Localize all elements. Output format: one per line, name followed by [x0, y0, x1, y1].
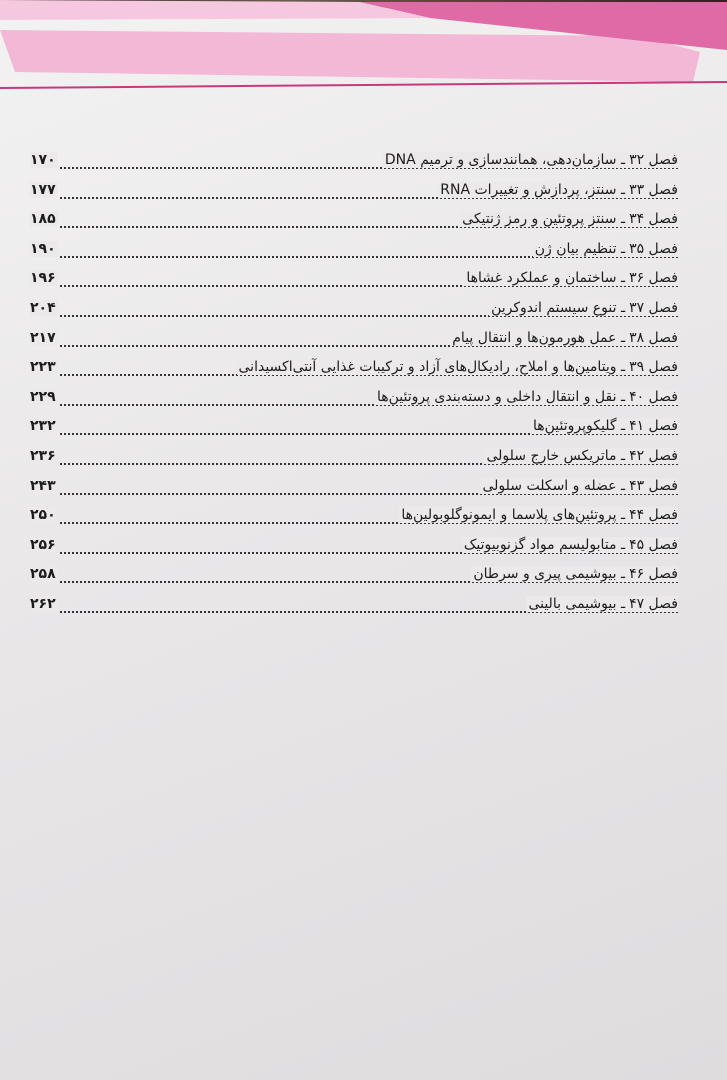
toc-entry-label — [383, 152, 678, 168]
chapter-label: فصل ۳۴ — [629, 211, 678, 228]
toc-entry-text — [489, 300, 678, 316]
toc-entry-label — [489, 300, 678, 316]
toc-entry-label — [480, 478, 678, 494]
toc-entry-text — [383, 152, 678, 168]
chapter-label: فصل ۴۵ — [629, 536, 678, 553]
toc-entry-label — [375, 389, 678, 405]
toc-entry-text — [462, 537, 678, 553]
toc-entry-label — [471, 566, 678, 582]
toc-entry-text — [480, 478, 678, 494]
chapter-title: ـ عضله و اسکلت سلولی — [482, 477, 626, 494]
toc-entry — [30, 387, 678, 417]
toc-entry-text — [531, 418, 678, 434]
toc-entry-text — [438, 182, 678, 198]
banner-light-band — [0, 30, 700, 82]
page-number: ۲۱۷ — [30, 329, 56, 346]
chapter-title: ـ سنتز، پردازش و تغییرات RNA — [440, 181, 626, 198]
toc-entry-label — [462, 537, 678, 553]
page-number: ۲۵۸ — [30, 566, 56, 583]
header-rule — [0, 82, 727, 88]
chapter-label: فصل ۳۸ — [629, 329, 678, 346]
chapter-label: فصل ۴۲ — [629, 447, 678, 464]
chapter-label: فصل ۳۷ — [629, 299, 678, 316]
page-number: ۲۰۴ — [30, 299, 56, 316]
chapter-title: ـ بیوشیمی بالینی — [528, 595, 626, 612]
toc-entry-label — [533, 241, 678, 257]
toc-entry — [30, 298, 678, 328]
chapter-label: فصل ۴۷ — [629, 595, 678, 612]
chapter-label: فصل ۳۳ — [629, 181, 678, 198]
page-number: ۱۷۰ — [30, 152, 56, 168]
toc-entry — [30, 239, 678, 269]
toc-entry-text — [399, 507, 678, 523]
toc-entry-label — [237, 359, 678, 375]
toc-entry — [30, 594, 678, 624]
toc-entry-text — [460, 211, 678, 227]
toc-entry — [30, 180, 678, 210]
toc-entry — [30, 150, 678, 180]
page-number: ۱۸۵ — [30, 211, 56, 228]
page-number: ۱۷۷ — [30, 181, 56, 198]
toc-entry-text — [471, 566, 678, 582]
toc-entry — [30, 416, 678, 446]
toc-entry-text — [533, 241, 678, 257]
page-number: ۲۳۲ — [30, 418, 56, 435]
toc-entry — [30, 505, 678, 535]
toc-entry — [30, 268, 678, 298]
chapter-label: فصل ۴۱ — [629, 418, 678, 435]
page-number: ۲۵۶ — [30, 536, 56, 553]
toc-entry — [30, 446, 678, 476]
header-banner — [0, 0, 727, 100]
page-number: ۲۲۹ — [30, 388, 56, 405]
page-number: ۱۹۰ — [30, 240, 56, 257]
toc-entry-label — [438, 182, 678, 198]
chapter-label: فصل ۳۵ — [629, 240, 678, 257]
chapter-label: فصل ۳۶ — [629, 270, 678, 287]
chapter-title: ـ گلیکوپروتئین‌ها — [532, 418, 626, 435]
toc-entry-text — [375, 389, 678, 405]
chapter-title: ـ بیوشیمی پیری و سرطان — [473, 566, 626, 583]
chapter-label: فصل ۴۳ — [629, 477, 678, 494]
chapter-label: فصل ۳۲ — [629, 152, 678, 168]
toc-entry-label — [460, 211, 678, 227]
chapter-title: ـ متابولیسم مواد گزنوبیوتیک — [463, 536, 626, 553]
chapter-title: ـ پروتئین‌های پلاسما و ایمونوگلوبولین‌ها — [401, 507, 626, 524]
toc-entry-label — [450, 330, 678, 346]
page-number: ۱۹۶ — [30, 270, 56, 287]
toc-entry-text — [526, 596, 678, 612]
page-number: ۲۲۳ — [30, 359, 56, 376]
chapter-title: ـ ویتامین‌ها و املاح، رادیکال‌های آزاد و ترکیبات غذایی آنتی‌اکسیدانی — [238, 359, 626, 376]
chapter-title: ـ تنوع سیستم اندوکرین — [491, 299, 626, 316]
toc-entry — [30, 357, 678, 387]
chapter-title: ـ سنتز پروتئین و رمز ژنتیکی — [462, 211, 626, 228]
toc-entry-label — [399, 507, 678, 523]
toc-entry-text — [484, 448, 678, 464]
toc-entry-label — [526, 596, 678, 612]
chapter-title: ـ ساختمان و عملکرد غشاها — [466, 270, 626, 287]
chapter-title: ـ عمل هورمون‌ها و انتقال پیام — [452, 329, 626, 346]
page-number: ۲۴۳ — [30, 477, 56, 494]
chapter-label: فصل ۴۴ — [629, 507, 678, 524]
chapter-title: ـ ماتریکس خارج سلولی — [486, 447, 626, 464]
chapter-label: فصل ۴۶ — [629, 566, 678, 583]
chapter-title: ـ تنظیم بیان ژن — [534, 240, 626, 257]
toc-entry — [30, 476, 678, 506]
toc-entry-label — [531, 418, 678, 434]
chapter-title: ـ نقل و انتقال داخلی و دسته‌بندی پروتئین‌ها — [376, 388, 626, 405]
chapter-label: فصل ۳۹ — [629, 359, 678, 376]
toc-entry — [30, 564, 678, 594]
toc-entry — [30, 328, 678, 358]
page-number: ۲۵۰ — [30, 507, 56, 524]
chapter-label: فصل ۴۰ — [629, 388, 678, 405]
page-number: ۲۳۶ — [30, 447, 56, 464]
toc-entry-text — [237, 359, 678, 375]
toc-entry-label — [464, 270, 678, 286]
toc-entry-text — [450, 330, 678, 346]
table-of-contents — [30, 150, 678, 624]
toc-entry — [30, 209, 678, 239]
toc-entry-text — [464, 270, 678, 286]
toc-entry — [30, 535, 678, 565]
chapter-title: ـ سازمان‌دهی، همانندسازی و ترمیم DNA — [384, 152, 626, 168]
toc-entry-label — [484, 448, 678, 464]
page-number: ۲۶۲ — [30, 595, 56, 612]
